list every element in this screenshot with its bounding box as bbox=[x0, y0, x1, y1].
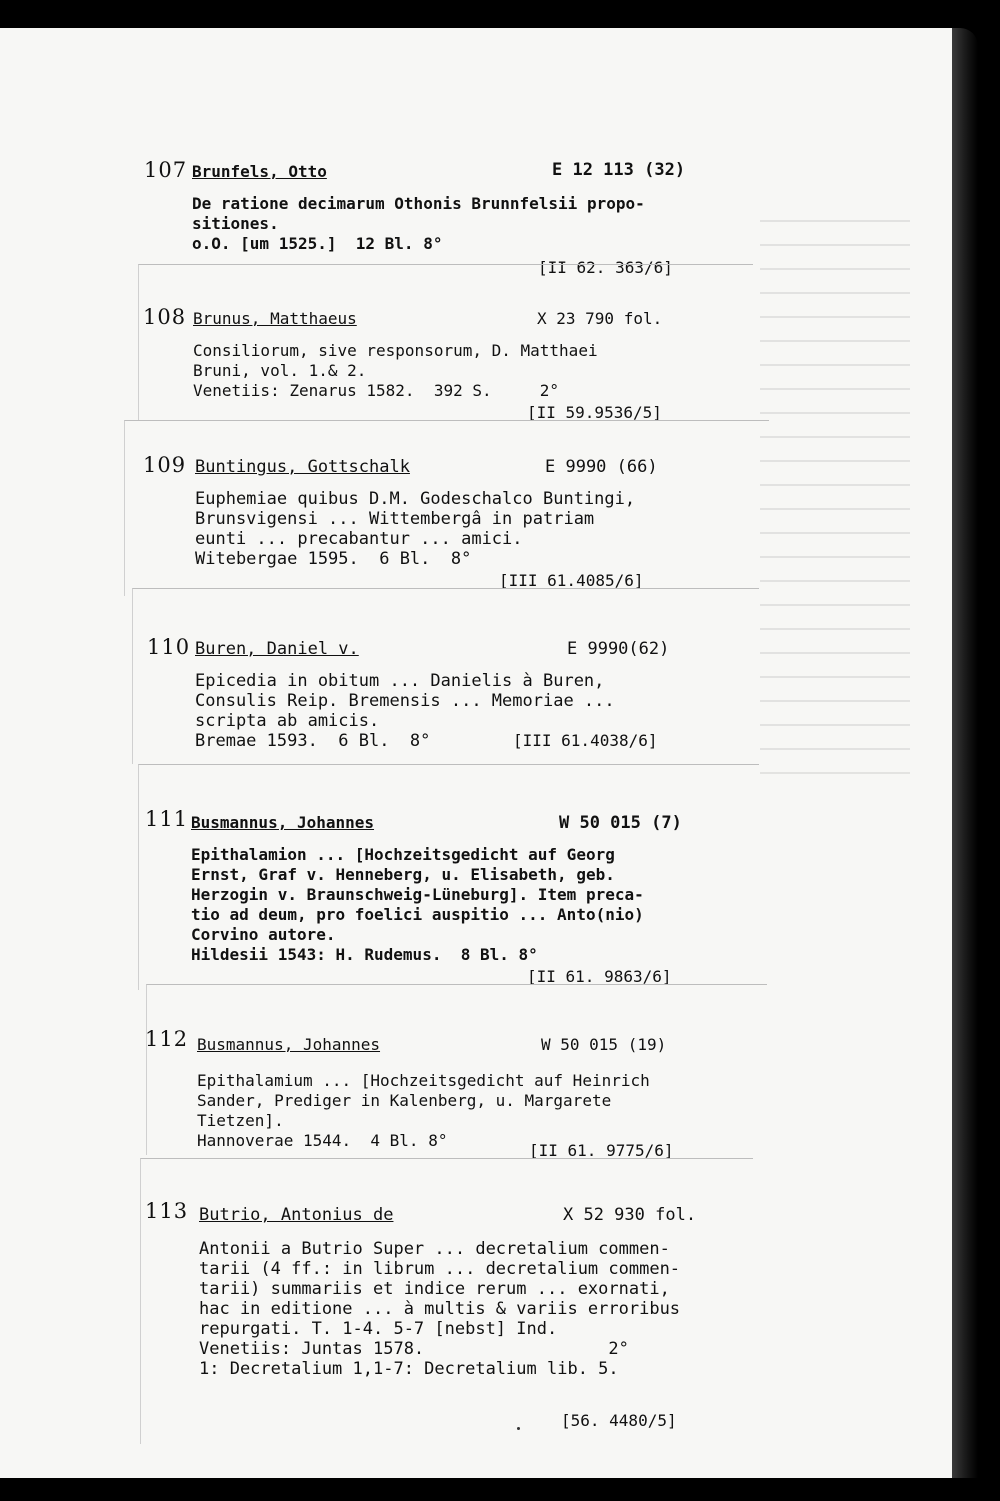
catalog-card-107 bbox=[140, 148, 760, 278]
reference-number: [56. 4480/5] bbox=[561, 1411, 677, 1430]
shelf-signature: X 23 790 fol. bbox=[537, 309, 663, 328]
catalog-card-109 bbox=[124, 420, 769, 596]
card-heading: Busmannus, Johannes bbox=[197, 1035, 381, 1054]
card-body: Antonii a Butrio Super ... decretalium commen- tarii (4 ff.: in librum ... decretalium commen- tarii) summariis et indice rerum ... exornati, hac in editione ... à multis & variis erroribus repurgati. T. 1-4. 5-7 [nebst] Ind. Venetiis: Juntas 1578. 2° 1: Decretalium 1,1-7: Decretalium lib. 5. bbox=[199, 1239, 681, 1379]
card-heading: Busmannus, Johannes bbox=[191, 813, 375, 832]
catalog-card-113 bbox=[140, 1158, 753, 1444]
card-body: Epicedia in obitum ... Danielis à Buren, Consulis Reip. Bremensis ... Memoriae ... scripta ab amicis. Bremae 1593. 6 Bl. 8° bbox=[195, 671, 615, 751]
card-body: Euphemiae quibus D.M. Godeschalco Buntingi, Brunsvigensi ... Wittembergâ in patriam eunti ... precabantur ... amici. Witebergae 1595. 6 Bl. 8° bbox=[195, 489, 636, 569]
shelf-signature: E 9990(62) bbox=[567, 639, 670, 659]
card-heading: Brunfels, Otto bbox=[192, 162, 327, 181]
catalog-page bbox=[0, 28, 953, 1478]
ink-speck bbox=[517, 1427, 520, 1430]
card-number: 111 bbox=[145, 807, 189, 831]
catalog-card-112 bbox=[145, 984, 767, 1160]
reference-number: [III 61.4085/6] bbox=[499, 571, 644, 590]
catalog-card-108 bbox=[138, 264, 753, 420]
card-number: 108 bbox=[143, 305, 187, 329]
card-heading: Buren, Daniel v. bbox=[195, 639, 359, 659]
card-heading: Butrio, Antonius de bbox=[199, 1205, 394, 1225]
reference-number: [II 61. 9775/6] bbox=[529, 1141, 674, 1160]
catalog-card-110 bbox=[132, 588, 759, 764]
reference-number: [II 62. 363/6] bbox=[538, 258, 673, 277]
bleed-through-text bbox=[760, 198, 910, 1248]
card-number: 113 bbox=[145, 1199, 189, 1223]
card-body: Consiliorum, sive responsorum, D. Matthaei Bruni, vol. 1.& 2. Venetiis: Zenarus 1582. 392 S. 2° bbox=[193, 341, 598, 400]
card-number: 107 bbox=[144, 158, 188, 182]
catalog-card-111 bbox=[138, 764, 759, 990]
shelf-signature: W 50 015 (7) bbox=[559, 813, 682, 833]
shelf-signature: X 52 930 fol. bbox=[563, 1205, 697, 1225]
card-body: Epithalamion ... [Hochzeitsgedicht auf Georg Ernst, Graf v. Henneberg, u. Elisabeth, geb. Herzogin v. Braunschweig-Lüneburg]. Item preca- tio ad deum, pro foelici auspitio ... Anto(nio) Corvino autore. Hildesii 1543: H. Rudemus. 8 Bl. 8° bbox=[191, 845, 644, 964]
card-body: De ratione decimarum Othonis Brunnfelsii propo- sitiones. o.O. [um 1525.] 12 Bl. 8° bbox=[192, 194, 645, 253]
card-number: 109 bbox=[143, 453, 187, 477]
card-body: Epithalamium ... [Hochzeitsgedicht auf Heinrich Sander, Prediger in Kalenberg, u. Margarete Tietzen]. Hannoverae 1544. 4 Bl. 8° bbox=[197, 1071, 650, 1150]
reference-number: [II 61. 9863/6] bbox=[527, 967, 672, 986]
card-number: 112 bbox=[145, 1027, 189, 1051]
card-heading: Buntingus, Gottschalk bbox=[195, 457, 410, 477]
card-heading: Brunus, Matthaeus bbox=[193, 309, 357, 328]
shelf-signature: E 9990 (66) bbox=[545, 457, 658, 477]
shelf-signature: E 12 113 (32) bbox=[552, 160, 686, 180]
card-number: 110 bbox=[147, 635, 191, 659]
reference-number: [III 61.4038/6] bbox=[513, 731, 658, 750]
shelf-signature: W 50 015 (19) bbox=[541, 1035, 667, 1054]
reference-number: [II 59.9536/5] bbox=[527, 403, 662, 422]
page-edge-shadow bbox=[952, 28, 978, 1478]
